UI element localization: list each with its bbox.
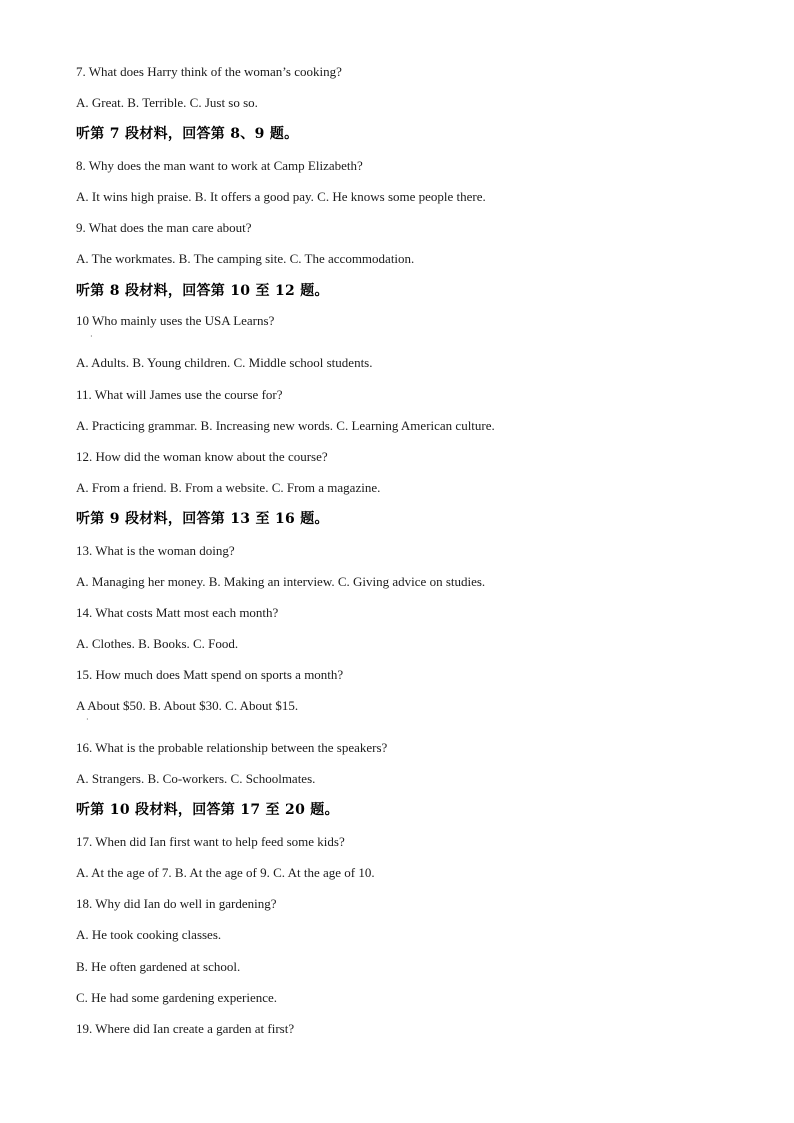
dot-mark: ·: [86, 715, 89, 724]
section-heading-8: 听第 8 段材料，回答第 10 至 12 题。: [76, 283, 329, 299]
section-heading-10: 听第 10 段材料，回答第 17 至 20 题。: [76, 802, 339, 818]
answer-18-c: C. He had some gardening experience.: [76, 990, 278, 1005]
question-12: 12. How did the woman know about the course?: [76, 449, 328, 464]
question-11: 11. What will James use the course for?: [76, 387, 283, 402]
answer-11: A. Practicing grammar. B. Increasing new words. C. Learning American culture.: [76, 418, 495, 433]
question-10: 10 Who mainly uses the USA Learns?: [76, 313, 275, 328]
question-9: 9. What does the man care about?: [76, 220, 252, 235]
answer-12: A. From a friend. B. From a website. C. From a magazine.: [76, 480, 381, 495]
question-7: 7. What does Harry think of the woman’s cooking?: [76, 64, 342, 79]
question-17: 17. When did Ian first want to help feed some kids?: [76, 834, 345, 849]
answer-10: A. Adults. B. Young children. C. Middle school students.: [76, 355, 373, 370]
answer-9: A. The workmates. B. The camping site. C. The accommodation.: [76, 251, 415, 266]
question-8: 8. Why does the man want to work at Camp Elizabeth?: [76, 158, 363, 173]
question-19: 19. Where did Ian create a garden at first?: [76, 1021, 295, 1036]
dot-mark: ·: [90, 332, 93, 341]
question-13: 13. What is the woman doing?: [76, 543, 235, 558]
answer-15: A About $50. B. About $30. C. About $15.: [76, 698, 299, 713]
answer-7: A. Great. B. Terrible. C. Just so so.: [76, 95, 258, 110]
question-18: 18. Why did Ian do well in gardening?: [76, 896, 277, 911]
answer-18-a: A. He took cooking classes.: [76, 927, 222, 942]
question-16: 16. What is the probable relationship between the speakers?: [76, 740, 388, 755]
question-14: 14. What costs Matt most each month?: [76, 605, 279, 620]
answer-13: A. Managing her money. B. Making an interview. C. Giving advice on studies.: [76, 574, 486, 589]
section-heading-9: 听第 9 段材料，回答第 13 至 16 题。: [76, 511, 329, 527]
answer-18-b: B. He often gardened at school.: [76, 959, 241, 974]
answer-16: A. Strangers. B. Co-workers. C. Schoolmates.: [76, 771, 316, 786]
answer-14: A. Clothes. B. Books. C. Food.: [76, 636, 239, 651]
question-15: 15. How much does Matt spend on sports a month?: [76, 667, 344, 682]
answer-8: A. It wins high praise. B. It offers a good pay. C. He knows some people there.: [76, 189, 486, 204]
answer-17: A. At the age of 7. B. At the age of 9. C. At the age of 10.: [76, 865, 375, 880]
section-heading-7: 听第 7 段材料，回答第 8、9 题。: [76, 126, 299, 142]
